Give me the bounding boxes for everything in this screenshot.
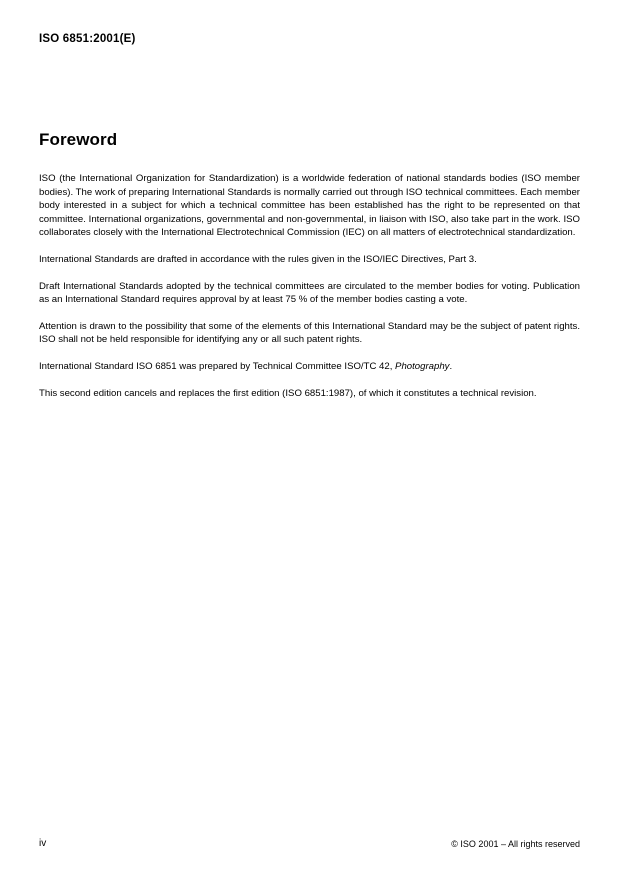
document-body: [39, 130, 580, 400]
paragraph-iso-description: ISO (the International Organization for Standardization) is a worldwide federation of national standards bodies (ISO member bodies). The work of preparing International Standards is normally carried out through ISO technical committees. Each member body interested in a subject for which a technical committee has been established has the right to be represented on that committee. International organizations, governmental and non-governmental, in liaison with ISO, also take part in the work. ISO collaborates closely with the International Electrotechnical Commission (IEC) on all matters of electrotechnical standardization.: [39, 173, 580, 239]
footer-page-number: iv: [39, 838, 47, 849]
paragraph-drafting-rules: International Standards are drafted in accordance with the rules given in the ISO/IEC Directives, Part 3.: [39, 253, 477, 265]
paragraph-voting: Draft International Standards adopted by the technical committees are circulated to the member bodies for voting. Publication as an International Standard requires approval by at least 75 % of the member bodies casting a vote.: [39, 280, 580, 306]
paragraph-patent-rights: Attention is drawn to the possibility that some of the elements of this International Standard may be the subject of patent rights. ISO shall not be held responsible for identifying any or all such patent rights.: [39, 320, 580, 346]
paragraph-edition-note: This second edition cancels and replaces the first edition (ISO 6851:1987), of which it constitutes a technical revision.: [39, 387, 537, 399]
page-title: Foreword: [39, 130, 118, 149]
prepared-by-prefix: International Standard ISO 6851 was prepared by Technical Committee ISO/TC 42,: [39, 360, 396, 372]
document-header: ISO 6851:2001(E): [39, 33, 136, 45]
prepared-by-committee-title: Photography: [395, 360, 450, 372]
paragraph-prepared-by: [39, 360, 580, 374]
footer-copyright: © ISO 2001 – All rights reserved: [451, 839, 580, 849]
prepared-by-suffix: .: [449, 360, 453, 372]
